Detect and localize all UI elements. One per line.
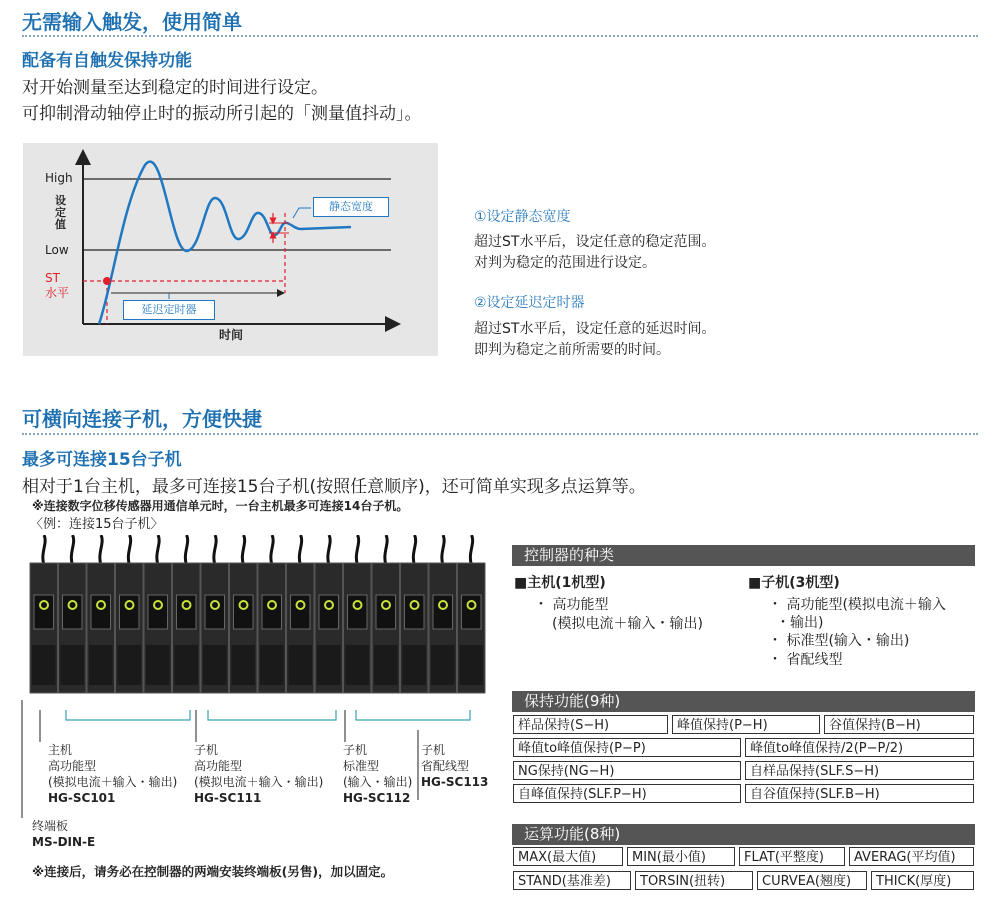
example-label: 〈例：连接15台子机〉 [30, 517, 164, 532]
divider [22, 35, 978, 37]
section2-note: ※连接数字位移传感器用通信单元时，一台主机最多可连接14台子机。 [32, 499, 409, 513]
controller-unit [258, 535, 286, 693]
hold-cell: 自样品保持(SLF.S−H) [745, 761, 974, 780]
note1-line1: 超过ST水平后，设定任意的稳定范围。 [474, 234, 716, 250]
controller-header: 控制器的种类 [512, 545, 975, 566]
sub-item-2: ・输出) [776, 615, 824, 631]
controller-unit [201, 535, 229, 693]
controller-photo [0, 535, 500, 715]
bottom-note: ※连接后，请务必在控制器的两端安装终端板(另售)，加以固定。 [32, 864, 394, 879]
hold-cell: 自谷值保持(SLF.B−H) [745, 784, 974, 803]
calc-cell: STAND(基准差) [513, 871, 631, 890]
label-sub-wire: 子机 省配线型 HG-SC113 [421, 743, 489, 789]
time-label: 时间 [219, 328, 244, 342]
calc-cell: THICK(厚度) [871, 871, 974, 890]
hold-cell: 峰值保持(P−H) [672, 715, 820, 734]
section1-subtitle: 配备有自触发保持功能 [22, 51, 192, 71]
controller-unit [116, 535, 144, 693]
section1-line-2: 可抑制滑动轴停止时的振动所引起的「测量值抖动」。 [22, 104, 422, 124]
hold-cell: 谷值保持(B−H) [824, 715, 974, 734]
hold-cell: 自峰值保持(SLF.P−H) [513, 784, 741, 803]
sub-item-1: ・ 高功能型(模拟电流＋输入 [768, 597, 946, 613]
section1-title: 无需输入触发，使用简单 [22, 10, 242, 34]
leader-lines [0, 700, 500, 830]
sub-item-4: ・ 省配线型 [768, 652, 843, 668]
section2-title: 可横向连接子机，方便快捷 [22, 407, 262, 431]
controller-unit [315, 535, 343, 693]
hold-cell: 峰值to峰值保持/2(P−P/2) [745, 738, 974, 757]
stability-graph-svg [23, 143, 438, 356]
controller-unit [372, 535, 400, 693]
section2-subtitle: 最多可连接15台子机 [22, 450, 182, 470]
main-item-1: ・ 高功能型 [534, 597, 609, 613]
st-point [103, 277, 111, 285]
delay-timer-box: 延迟定时器 [123, 300, 215, 320]
label-sub-std: 子机 标准型 (输入・输出) HG-SC112 [343, 743, 413, 805]
calc-cell: AVERAG(平均值) [849, 847, 974, 866]
calc-cell: MIN(最小值) [627, 847, 735, 866]
controller-unit [30, 535, 58, 693]
hold-cell: NG保持(NG−H) [513, 761, 741, 780]
static-width-box: 静态宽度 [313, 197, 389, 217]
label-sub-high: 子机 高功能型 (模拟电流＋输入・输出) HG-SC111 [194, 743, 324, 805]
sub-item-3: ・ 标准型(输入・输出) [768, 633, 910, 649]
hold-cell: 峰值to峰值保持(P−P) [513, 738, 741, 757]
section2-line: 相对于1台主机，最多可连接15台子机(按照任意顺序)，还可简单实现多点运算等。 [22, 477, 646, 497]
calc-cell: FLAT(平整度) [739, 847, 845, 866]
hold-cell: 样品保持(S−H) [513, 715, 668, 734]
note2-line1: 超过ST水平后，设定任意的延迟时间。 [474, 321, 716, 337]
value-label: 设 定 值 [55, 194, 66, 231]
stability-graph [23, 143, 438, 356]
divider [22, 433, 978, 435]
note1-line2: 对判为稳定的范围进行设定。 [474, 255, 656, 271]
low-label: Low [45, 243, 69, 257]
controller-unit [173, 535, 201, 693]
calc-header: 运算功能(8种) [512, 824, 975, 845]
label-main: 主机 高功能型 (模拟电流＋输入・输出) HG-SC101 [48, 743, 178, 805]
note2-title: ②设定延迟定时器 [474, 295, 585, 311]
controller-unit [344, 535, 372, 693]
main-item-2: (模拟电流＋输入・输出) [552, 616, 703, 632]
main-title: ■主机(1机型) [514, 575, 606, 591]
section1-line-1: 对开始测量至达到稳定的时间进行设定。 [22, 78, 328, 98]
st-label: ST 水平 [45, 271, 70, 300]
calc-cell: TORSIN(扭转) [635, 871, 753, 890]
controller-unit [144, 535, 172, 693]
controller-unit [458, 535, 486, 693]
controller-unit [59, 535, 87, 693]
hold-header: 保持功能(9种) [512, 691, 975, 712]
note1-title: ①设定静态宽度 [474, 209, 571, 225]
controller-unit [87, 535, 115, 693]
label-end-plate: 终端板 MS-DIN-E [32, 819, 96, 849]
high-label: High [45, 171, 73, 185]
calc-cell: MAX(最大值) [513, 847, 623, 866]
note2-line2: 即判为稳定之前所需要的时间。 [474, 342, 670, 358]
sub-title: ■子机(3机型) [748, 575, 840, 591]
controller-unit [401, 535, 429, 693]
controller-unit [230, 535, 258, 693]
controller-photo-svg [0, 535, 500, 715]
calc-cell: CURVEA(翘度) [757, 871, 867, 890]
controller-unit [287, 535, 315, 693]
controller-unit [429, 535, 457, 693]
